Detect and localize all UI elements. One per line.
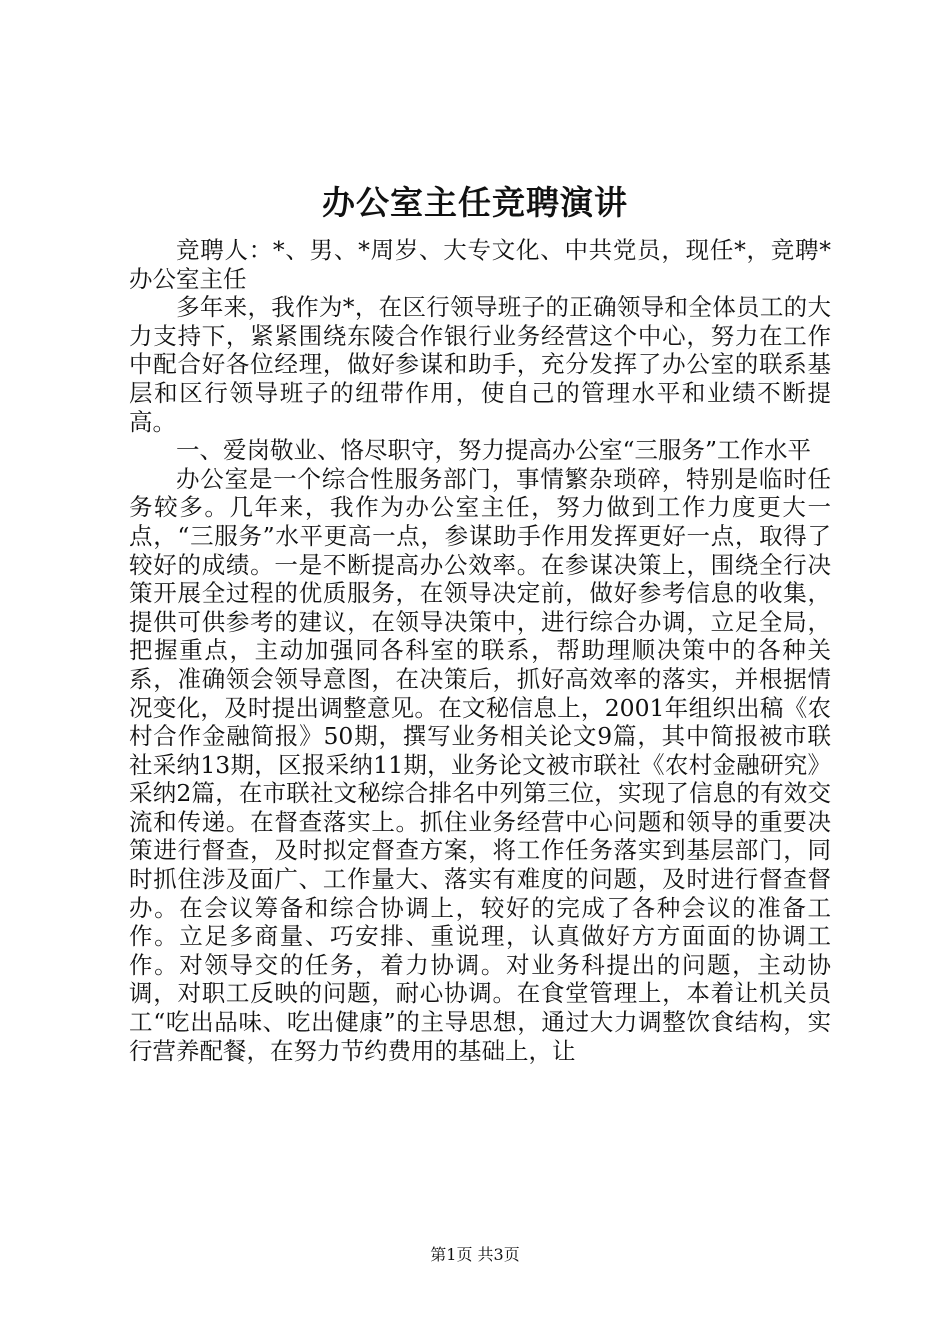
paragraph-candidate-info: 竞聘人：*、男、*周岁、大专文化、中共党员，现任*，竞聘*办公室主任 <box>129 236 831 293</box>
paragraph-intro: 多年来，我作为*，在区行领导班子的正确领导和全体员工的大力支持下，紧紧围绕东陵合作银行业务经营这个中心，努力在工作中配合好各位经理，做好参谋和助手，充分发挥了办公室的联系基层和区行领导班子的纽带作用，使自己的管理水平和业绩不断提高。 <box>129 293 831 436</box>
paragraph-office-work: 办公室是一个综合性服务部门，事情繁杂琐碎，特别是临时任务较多。几年来，我作为办公室主任，努力做到工作力度更大一点，“三服务”水平更高一点，参谋助手作用发挥更好一点，取得了较好的成绩。一是不断提高办公效率。在参谋决策上，围绕全行决策开展全过程的优质服务，在领导决定前，做好参考信息的收集，提供可供参考的建议，在领导决策中，进行综合办调，立足全局，把握重点，主动加强同各科室的联系，帮助理顺决策中的各种关系，准确领会领导意图，在决策后，抓好高效率的落实，并根据情况变化，及时提出调整意见。在文秘信息上，2001年组织出稿《农村合作金融简报》50期，撰写业务相关论文9篇，其中简报被市联社采纳13期，区报采纳11期，业务论文被市联社《农村金融研究》采纳2篇，在市联社文秘综合排名中列第三位，实现了信息的有效交流和传递。在督查落实上。抓住业务经营中心问题和领导的重要决策进行督查，及时拟定督查方案，将工作任务落实到基层部门，同时抓住涉及面广、工作量大、落实有难度的问题，及时进行督查督办。在会议筹备和综合协调上，较好的完成了各种会议的准备工作。立足多商量、巧安排、重说理，认真做好方方面面的协调工作。对领导交的任务，着力协调。对业务科提出的问题，主动协调，对职工反映的问题，耐心协调。在食堂管理上，本着让机关员工“吃出品味、吃出健康”的主导思想，通过大力调整饮食结构，实行营养配餐，在努力节约费用的基础上，让 <box>129 464 831 1065</box>
page-number-footer: 第1页 共3页 <box>430 1245 520 1264</box>
section-heading-1: 一、爱岗敬业、恪尽职守，努力提高办公室“三服务”工作水平 <box>176 436 812 465</box>
document-body <box>129 236 831 1065</box>
document-title: 办公室主任竞聘演讲 <box>322 183 628 222</box>
